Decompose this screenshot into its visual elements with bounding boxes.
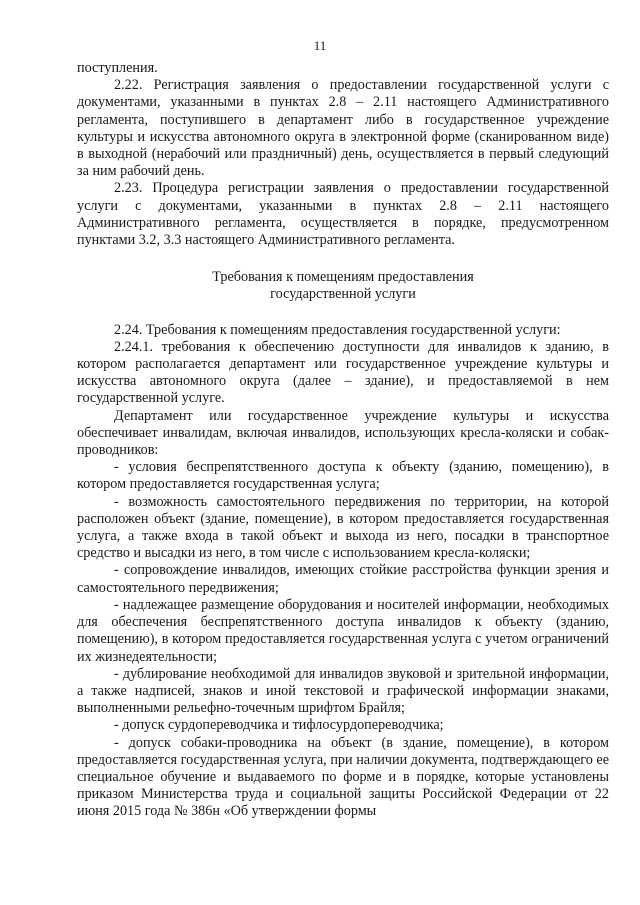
list-item: - дублирование необходимой для инвалидов звуковой и зрительной информации, а также надписей, знаков и иной текстовой и графической информации знаками, выполненными рельефно-точечным шрифтом Брайля; [77,665,609,717]
list-item: - условия беспрепятственного доступа к объекту (зданию, помещению), в котором предоставляется государственная услуга; [77,459,609,493]
section-heading [77,269,609,303]
paragraph: 2.23. Процедура регистрации заявления о предоставлении государственной услуги с документами, указанными в пунктах 2.8 – 2.11 настоящего Административного регламента, осуществляется в порядке, предусмотренном пунктами 3.2, 3.3 настоящего Административного регламента. [77,180,609,249]
paragraph: 2.24. Требования к помещениям предоставления государственной услуги: [114,321,561,338]
paragraph: Департамент или государственное учреждение культуры и искусства обеспечивает инвалидам, включая инвалидов, использующих кресла-коляски и собак-проводников: [77,407,609,459]
list-item: - надлежащее размещение оборудования и носителей информации, необходимых для обеспечения беспрепятственного доступа инвалидов к объекту (зданию, помещению), в котором предоставляется государственная услуга с учетом ограничений их жизнедеятельности; [77,596,609,665]
paragraph: 2.22. Регистрация заявления о предоставлении государственной услуги с документами, указанными в пунктах 2.8 – 2.11 настоящего Административного регламента, поступившего в департамент либо в государственное учреждение культуры и искусства автономного округа в электронной форме (сканированном виде) в выходной (нерабочий или праздничный) день, осуществляется в первый следующий за ним рабочий день. [77,77,609,180]
document-body [77,60,609,821]
list-item: - сопровождение инвалидов, имеющих стойкие расстройства функции зрения и самостоятельного передвижения; [77,562,609,596]
section-heading-line: государственной услуги [270,286,416,303]
list-item: - возможность самостоятельного передвижения по территории, на которой расположен объект (здание, помещение), в котором предоставляется государственная услуга, а также входа в такой объект и выхода из него, посадки в транспортное средство и высадки из него, в том числе с использованием кресла-коляски; [77,493,609,562]
page-number: 11 [313,38,327,53]
list-item: - допуск собаки-проводника на объект (в здание, помещение), в котором предоставляется государственная услуга, при наличии документа, подтверждающего ее специальное обучение и выдаваемого по форме и в порядке, которые установлены приказом Министерства труда и социальной защиты Российской Федерации от 22 июня 2015 года № 386н «Об утверждении формы [77,734,609,820]
paragraph: поступления. [77,60,158,76]
list-item: - допуск сурдопереводчика и тифлосурдопереводчика; [114,717,444,734]
section-heading-line: Требования к помещениям предоставления [212,269,474,286]
paragraph: 2.24.1. требования к обеспечению доступности для инвалидов к зданию, в котором располагается департамент или государственное учреждение культуры и искусства автономного округа (далее – здание), и предоставляемой в нем государственной услуге. [77,338,609,407]
